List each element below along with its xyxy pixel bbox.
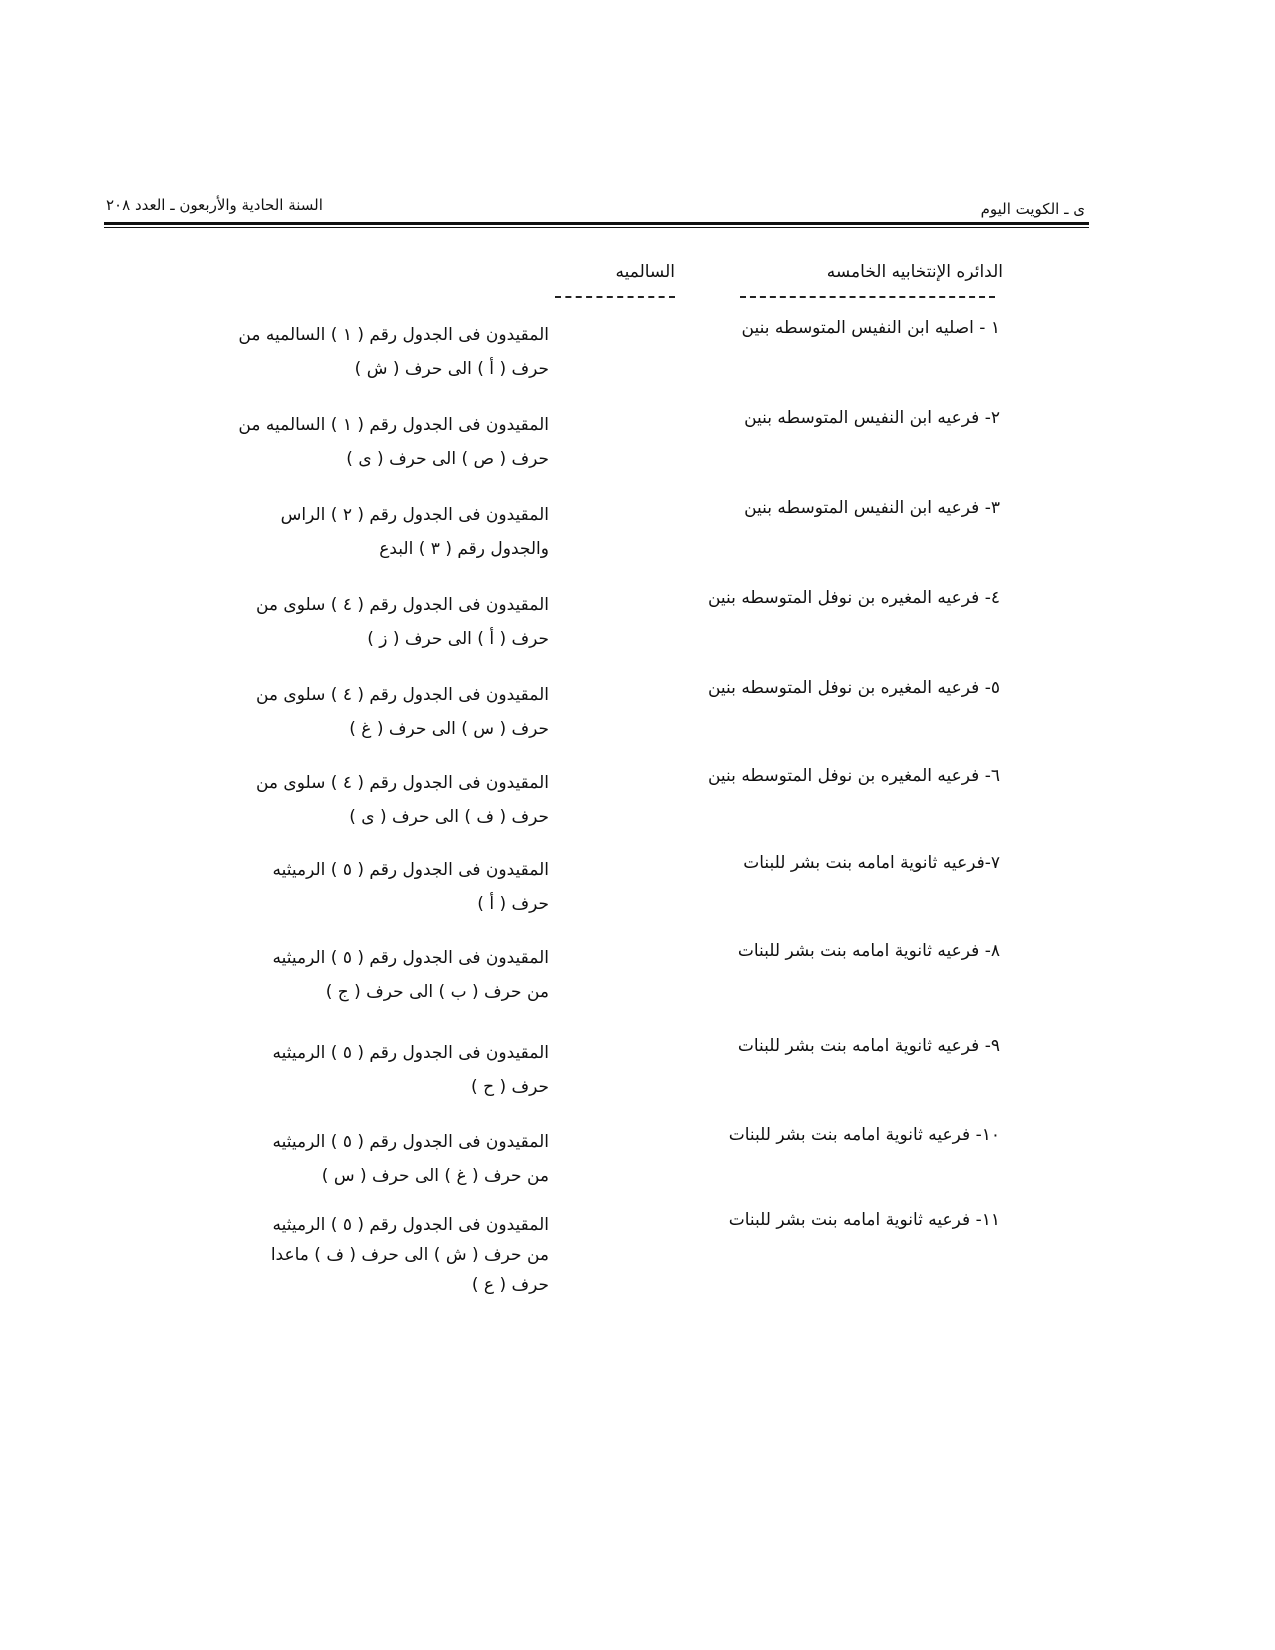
description-line: المقيدون فى الجدول رقم ( ٥ ) الرميثيه: [272, 1215, 549, 1235]
entry-description: [139, 408, 549, 476]
description-line: المقيدون فى الجدول رقم ( ٤ ) سلوى من: [255, 595, 549, 615]
description-line: من حرف ( ش ) الى حرف ( ف ) ماعدا: [270, 1245, 549, 1265]
description-line: المقيدون فى الجدول رقم ( ٥ ) الرميثيه: [272, 1132, 549, 1152]
school-name: ٣- فرعيه ابن النفيس المتوسطه بنين: [744, 498, 1000, 518]
school-name: ٧-فرعيه ثانوية امامه بنت بشر للبنات: [743, 853, 1000, 873]
description-line: المقيدون فى الجدول رقم ( ٤ ) سلوى من: [255, 685, 549, 705]
description-line: والجدول رقم ( ٣ ) البدع: [379, 539, 549, 559]
description-line: حرف ( أ ): [477, 894, 549, 914]
area-heading: السالميه: [615, 262, 675, 282]
description-line: حرف ( ف ) الى حرف ( ى ): [349, 807, 549, 827]
school-name: ٦- فرعيه المغيره بن نوفل المتوسطه بنين: [707, 766, 1000, 786]
entry-description: [139, 588, 549, 656]
entry-description: [139, 941, 549, 1009]
entry-description: [139, 318, 549, 386]
description-line: المقيدون فى الجدول رقم ( ٥ ) الرميثيه: [272, 1043, 549, 1063]
header-rule-thin: [104, 227, 1089, 228]
gazette-title: ى ـ الكويت اليوم: [980, 200, 1085, 218]
description-line: من حرف ( ب ) الى حرف ( ج ): [325, 982, 549, 1002]
description-line: المقيدون فى الجدول رقم ( ٢ ) الراس: [280, 505, 549, 525]
school-name: ١١- فرعيه ثانوية امامه بنت بشر للبنات: [728, 1210, 1000, 1230]
description-line: المقيدون فى الجدول رقم ( ٤ ) سلوى من: [255, 773, 549, 793]
description-line: المقيدون فى الجدول رقم ( ٥ ) الرميثيه: [272, 948, 549, 968]
description-line: حرف ( ح ): [471, 1077, 549, 1097]
header-rule: [104, 222, 1089, 225]
description-line: حرف ( أ ) الى حرف ( ش ): [354, 359, 549, 379]
entry-description: [139, 1210, 549, 1300]
school-name: ٤- فرعيه المغيره بن نوفل المتوسطه بنين: [707, 588, 1000, 608]
entry-description: [139, 498, 549, 566]
district-heading-underline: [740, 296, 995, 298]
description-line: المقيدون فى الجدول رقم ( ١ ) السالميه من: [238, 325, 549, 345]
entry-description: [139, 853, 549, 921]
entry-description: [139, 678, 549, 746]
school-name: ٩- فرعيه ثانوية امامه بنت بشر للبنات: [737, 1036, 1000, 1056]
description-line: حرف ( ص ) الى حرف ( ى ): [346, 449, 549, 469]
entry-description: [139, 766, 549, 834]
entry-description: [139, 1125, 549, 1193]
school-name: ٢- فرعيه ابن النفيس المتوسطه بنين: [744, 408, 1000, 428]
issue-info: السنة الحادية والأربعون ـ العدد ٢٠٨: [106, 196, 323, 214]
school-name: ١ - اصليه ابن النفيس المتوسطه بنين: [741, 318, 1000, 338]
school-name: ١٠- فرعيه ثانوية امامه بنت بشر للبنات: [728, 1125, 1000, 1145]
description-line: المقيدون فى الجدول رقم ( ٥ ) الرميثيه: [272, 860, 549, 880]
description-line: المقيدون فى الجدول رقم ( ١ ) السالميه من: [238, 415, 549, 435]
entry-description: [139, 1036, 549, 1104]
district-heading: الدائره الإنتخابيه الخامسه: [826, 262, 1003, 282]
area-heading-underline: [555, 296, 675, 298]
description-line: حرف ( س ) الى حرف ( غ ): [349, 719, 549, 739]
school-name: ٥- فرعيه المغيره بن نوفل المتوسطه بنين: [707, 678, 1000, 698]
school-name: ٨- فرعيه ثانوية امامه بنت بشر للبنات: [737, 941, 1000, 961]
description-line: من حرف ( غ ) الى حرف ( س ): [321, 1166, 549, 1186]
description-line: حرف ( ع ): [471, 1275, 549, 1295]
description-line: حرف ( أ ) الى حرف ( ز ): [367, 629, 549, 649]
